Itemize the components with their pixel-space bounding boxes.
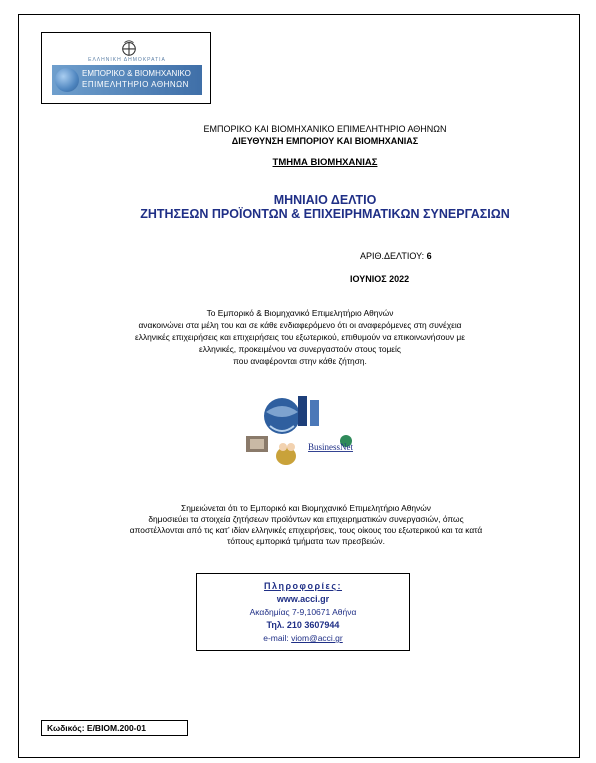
bulletin-number-label: ΑΡΙΘ.ΔΕΛΤΙΟΥ: xyxy=(360,251,425,261)
bulletin-number-value: 6 xyxy=(426,251,432,261)
phone: Τηλ. 210 3607944 xyxy=(266,620,340,630)
business-net-label: BusinessNet xyxy=(308,442,353,452)
note-line: Σημειώνεται ότι το Εμπορικό και Βιομηχανικό Επιμελητήριο Αθηνών xyxy=(181,503,431,513)
section-name: ΤΜΗΜΑ ΒΙΟΜΗΧΑΝΙΑΣ xyxy=(272,157,378,168)
contact-title: Πληροφορίες: xyxy=(263,581,343,591)
document-title-line1: ΜΗΝΙΑΙΟ ΔΕΛΤΙΟ xyxy=(273,193,377,207)
contact-info-box xyxy=(196,573,410,651)
intro-paragraph xyxy=(60,307,540,367)
note-line: δημοσιεύει τα στοιχεία ζητήσεων προϊόντων και επιχειρηματικών συνεργασιών, όπως xyxy=(148,514,464,524)
logo-topline: ΕΛΛΗΝΙΚΗ ΔΗΜΟΚΡΑΤΙΑ xyxy=(88,57,166,63)
logo-line1: ΕΜΠΟΡΙΚΟ & ΒΙΟΜΗΧΑΝΙΚΟ xyxy=(82,69,191,78)
note-line: αποστέλλονται από τις κατ’ ιδίαν ελληνικές επιχειρήσεις, τους οίκους του εξωτερικού και τα κατά xyxy=(129,525,483,535)
document-code: Κωδικός: Ε/ΒΙΟΜ.200-01 xyxy=(41,720,188,736)
intro-line: ανακοινώνει στα μέλη του και σε κάθε ενδιαφερόμενο ότι οι αναφερόμενες στη συνέχεια xyxy=(138,320,462,330)
intro-line: ελληνικές επιχειρήσεις και επιχειρήσεις του εξωτερικού, επιθυμούν να επικοινωνήσουν με xyxy=(135,332,465,342)
greek-emblem-icon xyxy=(120,39,138,57)
intro-line: Το Εμπορικό & Βιομηχανικό Επιμελητήριο Αθηνών xyxy=(206,308,394,318)
address: Ακαδημίας 7-9,10671 Αθήνα xyxy=(249,607,357,617)
logo-line2: ΕΠΙΜΕΛΗΤΗΡΙΟ ΑΘΗΝΩΝ xyxy=(82,80,189,89)
email-row xyxy=(197,633,409,643)
organization-name: ΕΜΠΟΡΙΚΟ ΚΑΙ ΒΙΟΜΗΧΑΝΙΚΟ ΕΠΙΜΕΛΗΤΗΡΙΟ ΑΘΗΝΩΝ xyxy=(203,124,447,134)
globe-icon xyxy=(55,68,79,92)
note-paragraph xyxy=(40,503,572,547)
chamber-logo xyxy=(41,32,211,104)
intro-line: ελληνικές, προκειμένου να συνεργαστούν στους τομείς xyxy=(199,344,401,354)
logo-panel xyxy=(52,65,202,95)
email-label: e-mail: xyxy=(263,633,289,643)
directorate-name: ΔΙΕΥΘΥΝΣΗ ΕΜΠΟΡΙΟΥ ΚΑΙ ΒΙΟΜΗΧΑΝΙΑΣ xyxy=(231,136,419,146)
email-link[interactable]: viom@acci.gr xyxy=(291,633,343,643)
bulletin-date: ΙΟΥΝΙΟΣ 2022 xyxy=(350,274,410,284)
document-title-line2: ΖΗΤΗΣΕΩΝ ΠΡΟΪΟΝΤΩΝ & ΕΠΙΧΕΙΡΗΜΑΤΙΚΩΝ ΣΥΝΕΡΓΑΣΙΩΝ xyxy=(140,207,510,221)
intro-line: που αναφέρονται στην κάθε ζήτηση. xyxy=(233,356,367,366)
note-line: τόπους εμπορικά τμήματα των πρεσβειών. xyxy=(227,536,385,546)
business-net-icon xyxy=(236,392,360,468)
website-link[interactable]: www.acci.gr xyxy=(276,594,330,604)
bulletin-number xyxy=(360,251,432,261)
